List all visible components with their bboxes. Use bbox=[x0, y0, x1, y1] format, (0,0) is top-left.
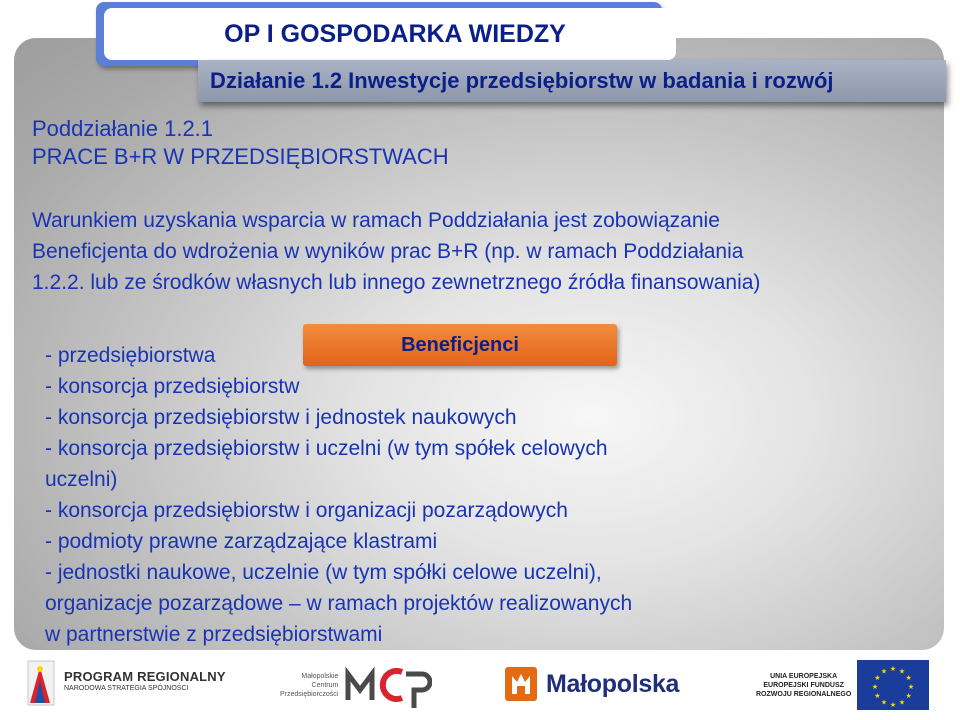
eu-logo bbox=[756, 660, 929, 710]
mcp-text-line: Centrum bbox=[311, 681, 339, 689]
eu-text-line: UNIA EUROPEJSKA bbox=[770, 672, 838, 680]
beneficiaries-label: Beneficjenci bbox=[303, 324, 617, 366]
list-item: - jednostki naukowe, uczelnie (w tym spółki celowe uczelni), bbox=[45, 561, 602, 584]
action-title: Działanie 1.2 Inwestycje przedsiębiorstw w badania i rozwój bbox=[198, 60, 946, 102]
program-regionalny-name: PROGRAM REGIONALNY bbox=[64, 669, 226, 684]
list-item: w partnerstwie z przedsiębiorstwami bbox=[45, 623, 383, 646]
list-item: uczelni) bbox=[45, 468, 118, 491]
svg-text:★: ★ bbox=[908, 683, 915, 691]
svg-text:★: ★ bbox=[899, 698, 906, 707]
mcp-emblem-icon bbox=[344, 656, 432, 714]
svg-text:★: ★ bbox=[905, 674, 913, 682]
program-regionalny-subtitle: NARODOWA STRATEGIA SPÓJNOŚCI bbox=[64, 685, 189, 692]
svg-text:★: ★ bbox=[872, 683, 879, 691]
mcp-logo bbox=[280, 656, 432, 714]
svg-text:★: ★ bbox=[905, 692, 913, 700]
malopolska-crest-icon bbox=[504, 666, 538, 702]
program-regionalny-logo bbox=[26, 659, 226, 707]
list-item: organizacje pozarządowe – w ramach projektów realizowanych bbox=[45, 592, 633, 615]
subsection-name: PRACE B+R W PRZEDSIĘBIORSTWACH bbox=[32, 144, 449, 169]
list-item: - konsorcja przedsiębiorstw i organizacji pozarządowych bbox=[45, 499, 568, 522]
program-title: OP I GOSPODARKA WIEDZY bbox=[104, 8, 676, 60]
intro-paragraph bbox=[32, 205, 932, 298]
subsection-number: Poddziałanie 1.2.1 bbox=[32, 116, 214, 141]
svg-text:★: ★ bbox=[881, 698, 888, 707]
list-item: - przedsiębiorstwa bbox=[45, 344, 216, 367]
malopolska-name: Małopolska bbox=[546, 669, 680, 698]
malopolska-logo bbox=[504, 666, 679, 702]
list-item: - konsorcja przedsiębiorstw i jednostek naukowych bbox=[45, 406, 517, 429]
svg-text:★: ★ bbox=[890, 665, 897, 673]
list-item: - podmioty prawne zarządzające klastrami bbox=[45, 530, 438, 553]
subsection-heading bbox=[32, 115, 449, 171]
svg-text:★: ★ bbox=[881, 667, 888, 676]
mcp-text-line: Małopolskie bbox=[301, 672, 339, 680]
footer-logos bbox=[0, 652, 960, 720]
eu-text-line: ROZWOJU REGIONALNEGO bbox=[756, 690, 852, 698]
eu-text-line: EUROPEJSKI FUNDUSZ bbox=[763, 681, 844, 689]
eu-flag-icon bbox=[857, 660, 929, 710]
list-item: - konsorcja przedsiębiorstw i uczelni (w tym spółek celowych bbox=[45, 437, 608, 460]
intro-line: Beneficjenta do wdrożenia w wyników prac B+R (np. w ramach Poddziałania bbox=[32, 240, 744, 263]
svg-text:★: ★ bbox=[890, 701, 897, 709]
intro-line: Warunkiem uzyskania wsparcia w ramach Poddziałania jest zobowiązanie bbox=[32, 209, 720, 232]
beneficiaries-list bbox=[45, 340, 925, 650]
svg-text:★: ★ bbox=[874, 674, 881, 682]
mcp-text-line: Przedsiębiorczości bbox=[280, 690, 339, 698]
list-item: - konsorcja przedsiębiorstw bbox=[45, 375, 300, 398]
svg-text:★: ★ bbox=[899, 667, 906, 676]
svg-text:★: ★ bbox=[874, 692, 881, 700]
program-regionalny-icon bbox=[26, 659, 56, 707]
intro-line: 1.2.2. lub ze środków własnych lub innego zewnetrznego źródła finansowania) bbox=[32, 271, 761, 294]
